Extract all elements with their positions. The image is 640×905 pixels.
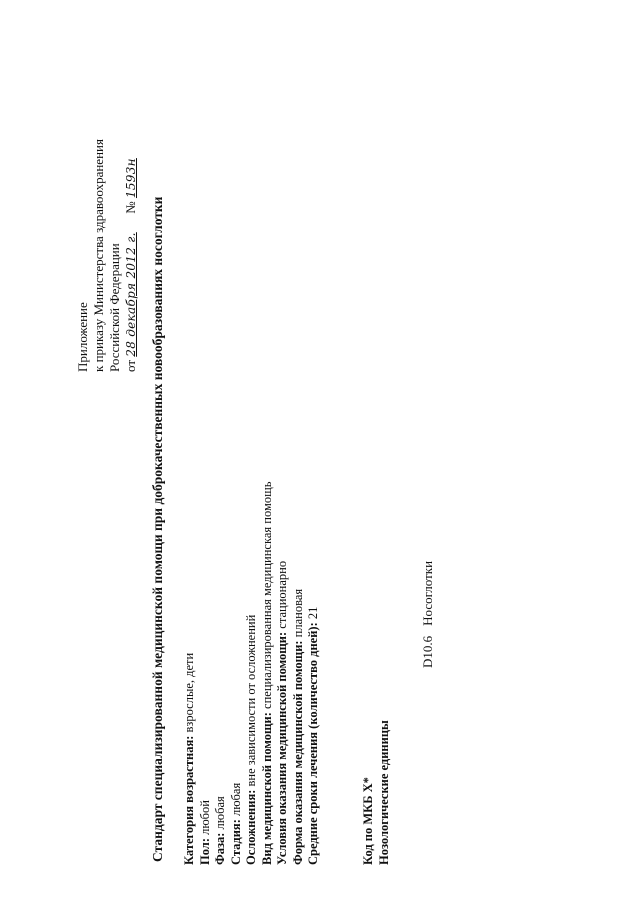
param-treatment-duration: Средние сроки лечения (количество дней): 21 [306, 606, 320, 865]
handwritten-number: 1593н [124, 158, 138, 199]
handwritten-date: 28 декабря 2012 г. [124, 232, 138, 357]
icd-name: Носоглотки [420, 560, 435, 626]
param-sex: Пол: любой [197, 800, 212, 865]
appendix-title: Приложение [75, 302, 90, 372]
document-title: Стандарт специализированной медицинской помощи при доброкачественных новообразованиях носоглотки [150, 196, 165, 862]
date-prefix: от [123, 359, 138, 372]
number-prefix: № [123, 201, 138, 214]
param-stage: Стадия: любая [228, 782, 243, 865]
appendix-federation-line: Российской Федерации [107, 243, 122, 372]
param-complications: Осложнения: вне зависимости от осложнений [244, 614, 258, 865]
param-phase: Фаза: любая [213, 796, 227, 865]
icd-header: Код по МКБ X* [361, 777, 375, 865]
icd-code-row [420, 561, 436, 668]
icd-code: D10.6 [420, 635, 435, 668]
nosological-units-header: Нозологические единицы [377, 720, 391, 865]
param-care-form: Форма оказания медицинской помощи: плановая [290, 588, 305, 865]
param-care-conditions: Условия оказания медицинской помощи: стационарно [275, 560, 289, 865]
param-age-category: Категория возрастная: взрослые, дети [182, 652, 196, 865]
appendix-order-line: к приказу Министерства здравоохранения [91, 139, 106, 372]
param-care-type: Вид медицинской помощи: специализированная медицинская помощь [259, 481, 274, 865]
appendix-date-line [123, 158, 139, 372]
